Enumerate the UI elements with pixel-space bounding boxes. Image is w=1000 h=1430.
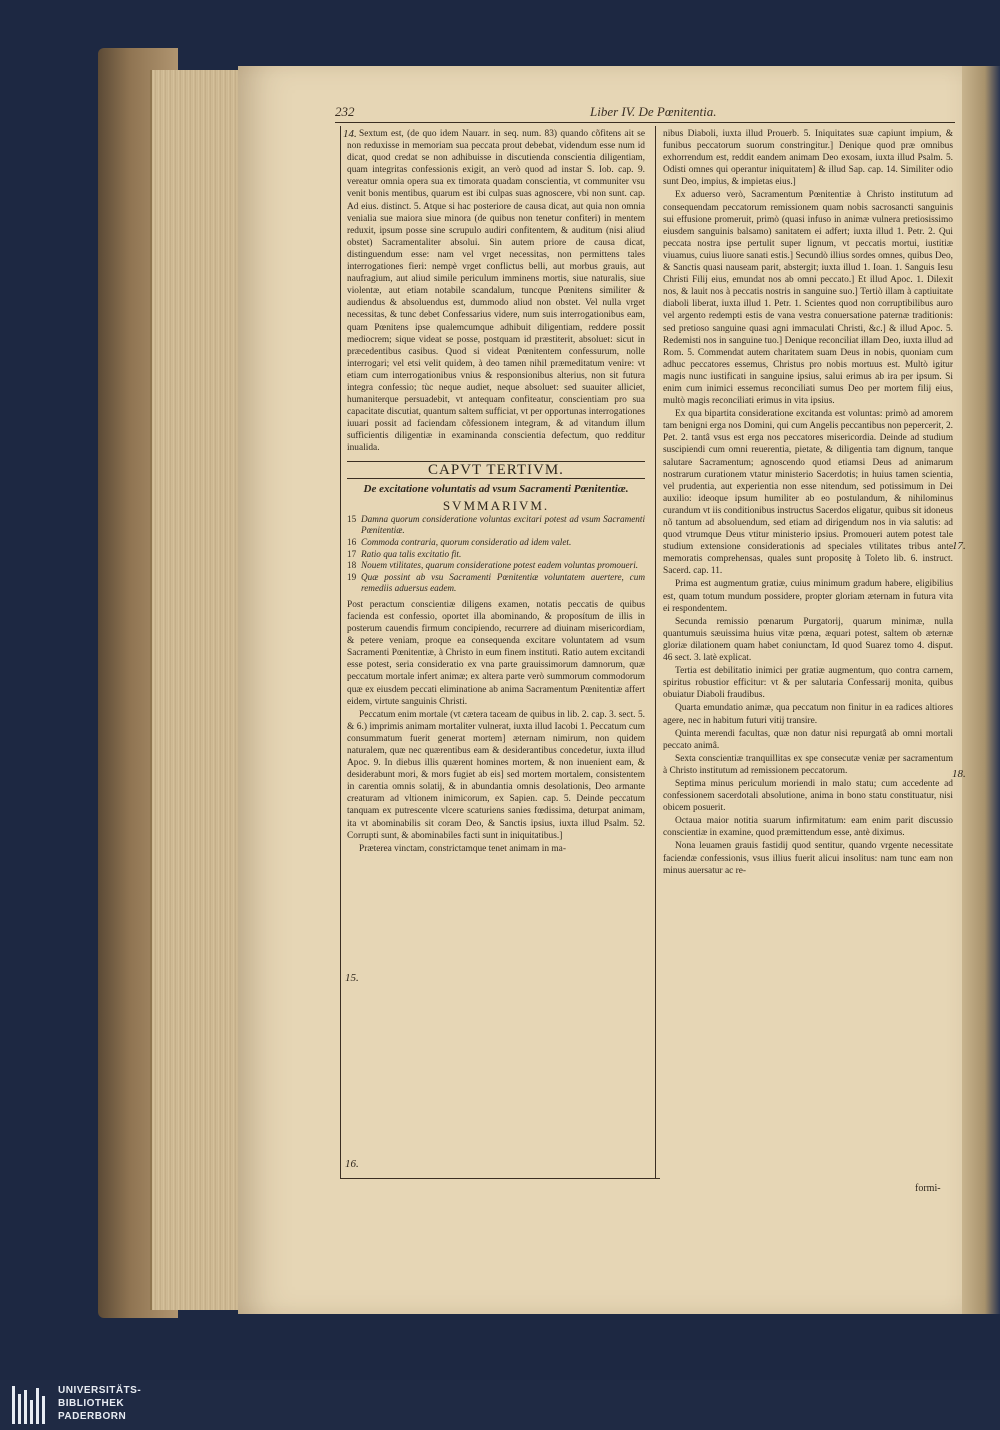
paragraph: Tertia est debilitatio inimici per gratiæ augmentum, quo contra carnem, spiritus robustior efficitur: vt & per salutaria Confessarij monita, quibus obuiatur Diaboli fraudibus.	[663, 666, 953, 701]
paragraph: Sextum est, (de quo idem Nauarr. in seq. num. 83) quando cõfitens ait se non reduxisse in memoriam sua peccata prout debebat, videndum esse num id dicat, quod credat se non adhibuisse in discutienda conscientia diligentiam, quam integritas confessionis exigit, an verò quod ad instar S. Iob. cap. 9. vereatur omnia opera sua ex timorata quadam conscientia, vt communiter vsu venit bonis mentibus, quarum est ibi culpas suas agnoscere, vbi non sunt. cap. Ad eius. distinct. 5. Atque si hac posteriore de causa dicat, aut quia non omnia venialia sue maiora siue minora (de quibus non tenetur confiteri) in mentem reduxit, ipsum posse sine scrupulo audiri confitentem, & auditum (nisi aliud obstet) Sacramentaliter absolui. Sin autem priore de causa dicat, distinguendum esse: nam vel vrget necessitas, non permittens tales interrogationes fieri: nempè vrget conflictus belli, aut morbus grauis, aut naufragium, aut aliud simile periculum imminens mortis, siue naturalis, siue violentæ, aut etiam notabile scandalum, tuncque Pœnitens similiter & audiendus & absoluendus est, dummodo aliud non obstet. Vel nulla vrget necessitas, & tunc debet Confessarius videre, num suis interrogationibus eam, quam Pœnitens ipse qualemcumque adhibuit diligentiam, reddere possit mediocrem; sique videat se posse, postquam id præstiterit, absoluet: sicut in præcedentibus casibus. Quod si videat Pœnitentem confessurum, nolle interrogari; vel etsi velit quidem, à deo tamen nihil præmeditatum venire: vt etiam cum interrogationibus vnius & responsionibus alterius, non sit futura integra confessio; tùc neque audiet, neque absoluet: sed suauiter alliciet, humaniterque persuadebit, vt antequam confiteatur, conscientiam pro sua capacitate discutiat, quantum saltem sufficiat, vt per opportunas interrogationes iuuari possit ad faciendam cõfessionem integram, & ad vitandum illum sufficientis diligentiæ in examinanda conscientia defectum, quo redditur inualida.	[347, 129, 645, 454]
running-title: Liber IV. De Pœnitentia.	[590, 104, 717, 119]
paragraph: Sexta conscientiæ tranquillitas ex spe consecutæ veniæ per sacramentum à Christo institutum ad remissionem peccatorum.	[663, 753, 953, 776]
margin-number: 14.	[343, 128, 357, 140]
summary-item: 18 Nouem vtilitates, quarum consideratione potest eadem voluntas promoueri.	[347, 560, 639, 571]
library-name: UNIVERSITÄTS- BIBLIOTHEK PADERBORN	[58, 1385, 142, 1422]
paragraph: Quinta merendi facultas, quæ non datur nisi repurgatâ ab omni mortali peccato animâ.	[663, 728, 953, 751]
paragraph: Septima minus periculum moriendi in malo statu; cum accedente ad confessionem sacerdotali absolutione, anima in bono statu constituatur, nisi obicem posuerit.	[663, 778, 953, 814]
paragraph: Secunda remissio pœnarum Purgatorij, quarum minimæ, nulla quantumuis sæuissima huius vitæ pœna, æquari potest, saltem ob æternæ gloriæ dilationem quam habet coniunctam, Id quod Suarez tomo 4. disput. 46 sect. 3. latè explicat.	[663, 616, 953, 664]
summary-item: 15 Damna quorum consideratione voluntas excitari potest ad vsum Sacramenti Pœnitentiæ.	[347, 513, 645, 536]
margin-number: 18.	[952, 768, 966, 780]
catchword: formi-	[915, 1183, 941, 1194]
library-logo-icon	[12, 1386, 52, 1424]
paragraph: Post peractum conscientiæ diligens examen, notatis peccatis de quibus facienda est confessio, oportet illa abominando, & proposítum de illis in posterum cauendis firmum concipiendo, recurrere ad diuinam misericordiam, & petere veniam, proque ea consequenda excitare voluntatem ad vsum Sacramenti Pœnitentiæ, à Christo in eum finem instituti. Ratio autem excitandi esse potest, seria consideratio ex vna parte grauissimorum damnorum, quæ peccatum mortale infert animæ; ex altera parte verò summorum commodorum quæ ex eiusdem peccati eliminatione ab anima Sacramentum Pœnitentiæ affert eidem, virtute sanguinis Christi.	[347, 599, 645, 707]
column-rule-left	[340, 126, 341, 1178]
summary-list	[347, 514, 645, 595]
page-number: 232	[335, 104, 355, 119]
page-stack-edge	[150, 70, 242, 1310]
paragraph: nibus Diaboli, iuxta illud Prouerb. 5. Iniquitates suæ capiunt impium, & funibus peccatorum suorum constringitur.] Denique quod præ omnibus exhorrendum est, reddit eandem animam Deo exosam, iuxta illud Psalm. 5. Odisti omnes qui operantur iniquitatem] & illud Sap. cap. 14. Similiter odio sunt Deo, impius, & impietas eius.]	[663, 129, 953, 188]
margin-number: 15.	[345, 972, 359, 984]
paragraph: Præterea vinctam, constrictamque tenet animam in ma-	[359, 843, 566, 854]
left-column	[347, 128, 645, 856]
library-footer	[0, 1380, 1000, 1430]
paragraph: Ex aduerso verò, Sacramentum Pœnitentiæ à Christo institutum ad consequendam peccatorum remissionem quam nobis sacrosancti sanguinis sui effusione promeruit, primò (quasi infuso in animæ vulnera pretiosissimo eiusdem sanguinis balsamo) sanitatem ei adfert; iuxta illud 1. Petr. 2. Qui peccata nostra ipse pertulit super lignum, vt peccatis mortui, iustitiæ viuamus, cuius liuore sanati estis.] Secundò illius sordes omnes, quibus Deo, & Sanctis quasi nauseam parit, abstergit; iuxta illud 1. Ioan. 1. Sanguis Iesu Christi Filij eius, emundat nos ab omni peccato.] Et illud Apoc. 1. Dilexit nos, & lauit nos à peccatis nostris in sanguine suo.] Tertiò illam à captiuitate diaboli liberat, iuxta illud 1. Petr. 1. Scientes quod non corruptibilibus auro vel argento redempti estis de vana vestra conuersatione paternæ traditionis: sed pretioso sanguine quasi agni immaculati Christi, &c.] & illud Apoc. 5. Redemisti nos in sanguine tuo.] Denique reconciliat illam Deo, iuxta illud ad Rom. 5. Commendat autem charitatem suam Deus in nobis, quoniam cum adhuc peccatores essemus, Christus pro nobis mortuus est. Multò igitur magis nunc iustificati in sanguine ipsius, salui erimus ab ira per ipsum. Si enim cum inimici essemus reconciliati sumus Deo per mortem filij eius, multò magis reconciliati erimus in vita ipsius.	[663, 190, 953, 407]
margin-number: 16.	[345, 1158, 359, 1170]
chapter-title: CAPVT TERTIVM.	[347, 461, 645, 479]
column-rule-bottom	[340, 1178, 660, 1179]
paragraph: Prima est augmentum gratiæ, cuius minimum gradum habere, eligibilius est, quam totum mundum possidere, propter gloriam æternam in futura vita ei respondentem.	[663, 579, 953, 614]
running-head	[335, 104, 955, 123]
margin-number: 17.	[952, 540, 966, 552]
paragraph: Peccatum enim mortale (vt cætera taceam de quibus in lib. 2. cap. 3. sect. 5. & 6.) imprimis animam mortaliter vulnerat, iuxta illud Iacobi 1. Peccatum cum consummatum fuerit generat mortem] æternam nimirum, non quidem naturalem, quæ nec quærentibus eam & desiderantibus concedetur, iuxta illud Apoc. 9. In diebus illis quærent homines mortem, & non inuenient eam, & desiderabunt mori, & mors fugiet ab eis] sed mortem mortalem, consistentem in carentia omnis solatij, & in abundantia omnis desolationis, Deo armante creaturam ad vltionem inimicorum, ex Sapien. cap. 5. Deinde peccatum tanquam ex putrescente vlcere scaturiens sanies fœdissima, deturpat animam, ita vt abominabilis sit coram Deo, & Sanctis ipsius, iuxta illud Psalm. 52. Corrupti sunt, & abominabiles facti sunt in iniquitatibus.]	[347, 709, 645, 841]
right-column	[663, 128, 953, 878]
chapter-heading	[347, 461, 645, 512]
chapter-subtitle: De excitatione voluntatis ad vsum Sacramenti Pœnitentiæ.	[363, 482, 629, 495]
summarium-label: SVMMARIVM.	[442, 497, 550, 513]
summary-item: 17 Ratio qua talis excitatio fit.	[347, 548, 462, 559]
paragraph: Octaua maior notitia suarum infirmitatum: eam enim parit discussio conscientiæ in examine, quod præmittendum esse, antè diximus.	[663, 816, 953, 839]
paragraph: Ex qua bipartita consideratione excitanda est voluntas: primò ad amorem tam benigni erga nos Domini, qui cum Angelis peccantibus non pepercerit, 2. Pet. 2. tantâ vsus est erga nos peccatores misericordia. Deinde ad studium suscipiendi cum omni reuerentia, pietate, & diligentia tam dignum, tanque salutare Sacramentum; agnoscendo quod etiamsi Deus ad animarum nostrarum curationem vtatur ministerio Sacerdotis; in huius tamen scientia, vel prudentia, aut experientia non esse nitendum, sed potissimum in Dei auxilio: ideoque ipsum humiliter ab eo postulandum, & nihilominus curandum vt iis conditionibus instructus Sacerdos eligatur, quibus sit idoneus nõ tantum ad absoluendum, sed etiam ad dirigendum nos in via salutis: ad quod vtrumque Deus vtitur ministerio ipsius. Promoueri autem potest tale studium extensione considerationis ad speciales vtilitates tribus ante memoratis comprehensas, quales sunt propositę à Toleto lib. 6. instruct. Sacerd. cap. 11.	[663, 409, 953, 577]
paragraph: Nona leuamen grauis fastidij quod sentitur, quando vrgente necessitate faciendæ confessionis, vsus illius fuerit alicui insolitus: nam tunc eam non minus auersatur ac re-	[663, 841, 953, 876]
summary-item: 16 Commoda contraria, quorum consideratio ad idem valet.	[347, 536, 572, 547]
facing-page-edge	[962, 66, 1000, 1314]
summary-item: 19 Quæ possint ab vsu Sacramenti Pœnitentiæ voluntatem auertere, cum remediis aduersus eadem.	[347, 571, 645, 594]
column-rule-center	[655, 126, 656, 1178]
paragraph: Quarta emundatio animæ, qua peccatum non finitur in ea radices altiores agere, nec in habitum futuri vitij transire.	[663, 703, 953, 726]
